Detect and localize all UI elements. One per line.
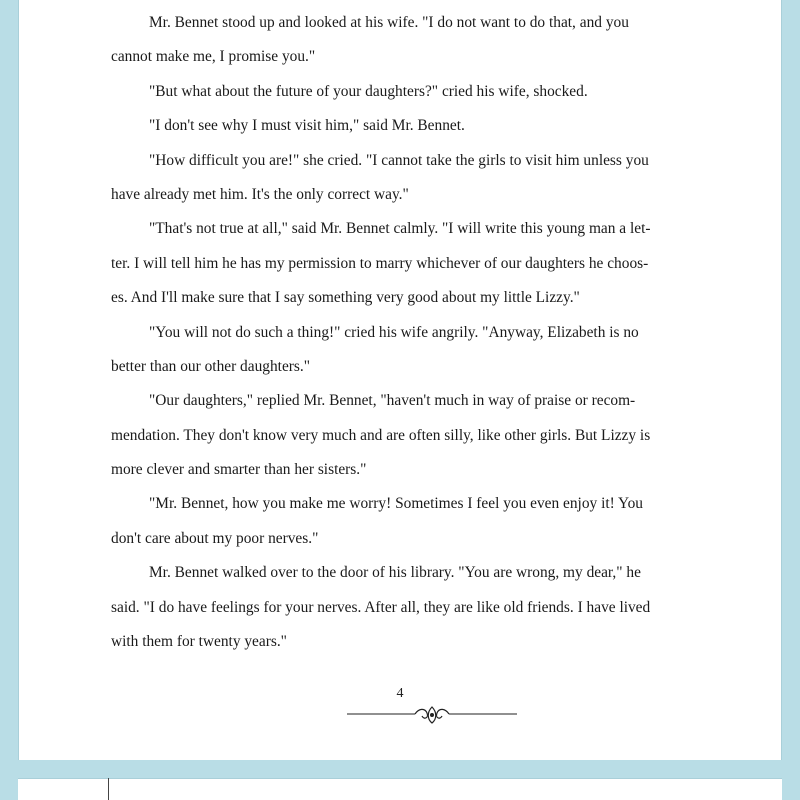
page-divider (108, 778, 109, 800)
text-line: with them for twenty years." (111, 633, 287, 651)
text-line: Mr. Bennet stood up and looked at his wife. "I do not want to do that, and you (149, 14, 629, 31)
book-page (18, 0, 782, 760)
text-line: better than our other daughters." (111, 357, 311, 375)
scroll-flourish-icon (347, 704, 517, 726)
text-line: "I don't see why I must visit him," said Mr. Bennet. (149, 117, 465, 135)
text-line: es. And I'll make sure that I say something very good about my little Lizzy." (111, 289, 580, 307)
text-line: "Mr. Bennet, how you make me worry! Sometimes I feel you even enjoy it! You (149, 495, 643, 513)
text-line: "You will not do such a thing!" cried his wife angrily. "Anyway, Elizabeth is no (149, 323, 639, 341)
text-line: have already met him. It's the only correct way." (111, 185, 409, 203)
text-line: Mr. Bennet walked over to the door of his library. "You are wrong, my dear," he (149, 564, 641, 582)
text-line: "How difficult you are!" she cried. "I cannot take the girls to visit him unless you (149, 151, 649, 169)
text-line: "But what about the future of your daughters?" cried his wife, shocked. (149, 82, 588, 100)
page-text (111, 6, 766, 659)
text-line: "Our daughters," replied Mr. Bennet, "haven't much in way of praise or recom- (149, 392, 636, 410)
next-page-edge (18, 778, 782, 800)
text-line: said. "I do have feelings for your nerves. After all, they are like old friends. I have lived (111, 598, 651, 616)
text-line: don't care about my poor nerves." (111, 529, 319, 547)
page-number: 4 (396, 686, 404, 701)
text-line: "That's not true at all," said Mr. Bennet calmly. "I will write this young man a let- (149, 220, 651, 238)
text-line: mendation. They don't know very much and are often silly, like other girls. But Lizzy is (111, 426, 651, 444)
text-line: ter. I will tell him he has my permission to marry whichever of our daughters he choos- (111, 254, 649, 272)
text-line: cannot make me, I promise you." (111, 48, 316, 66)
text-line: more clever and smarter than her sisters." (111, 461, 367, 479)
